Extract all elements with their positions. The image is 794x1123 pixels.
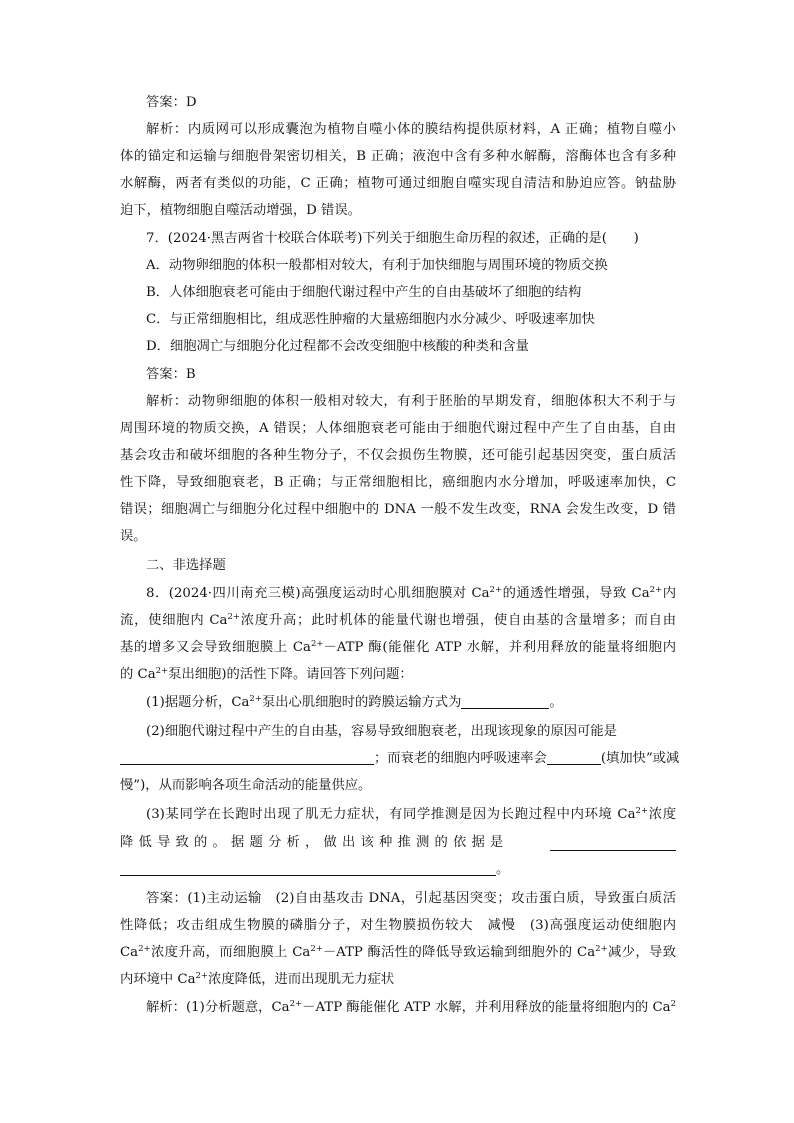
answer-blank-3[interactable] xyxy=(547,750,601,765)
analysis-7-line-2: 周围环境的物质交换，A 错误；人体细胞衰老可能由于细胞代谢过程中产生了自由基，自由 xyxy=(120,421,676,436)
question-7-option-d: D．细胞凋亡与细胞分化过程都不会改变细胞中核酸的种类和含量 xyxy=(146,339,529,354)
question-7-option-a: A．动物卵细胞的体积一般都相对较大，有利于加快细胞与周围环境的物质交换 xyxy=(146,258,608,273)
question-8-line-1: 8．(2024·四川南充三模)高强度运动时心肌细胞膜对 $Ca^{2+}$的通透性增强，导致 $Ca^{2+}$内 xyxy=(146,585,677,601)
analysis-6-line-3: 水解酶，两者有类似的功能，C 正确；植物可通过细胞自噬实现自清洁和胁迫应答。钠盐胁 xyxy=(120,176,676,191)
answer-8-line-4: 内环境中 $Ca^{2+}$浓度降低，进而出现肌无力症状 xyxy=(120,971,395,987)
analysis-7-line-5: 错误；细胞凋亡与细胞分化过程中细胞中的 DNA 一般不发生改变，RNA 会发生改变，D 错 xyxy=(120,502,676,517)
question-8-part-2-line-1: (2)细胞代谢过程中产生的自由基，容易导致细胞衰老，出现该现象的原因可能是 xyxy=(146,724,617,739)
question-8-part-3-line-1: (3)某同学在长跑时出现了肌无力症状，有同学推测是因为长跑过程中内环境 $Ca^{2+}$浓度 xyxy=(146,806,677,822)
question-8-part-3-line-3: 。 xyxy=(120,859,676,881)
answer-6: 答案：D xyxy=(146,95,197,110)
analysis-6-line-1: 解析：内质网可以形成囊泡为植物自噬小体的膜结构提供原材料，A 正确；植物自噬小 xyxy=(146,122,676,137)
answer-blank-2[interactable] xyxy=(120,750,374,765)
answer-7: 答案：B xyxy=(146,367,196,382)
question-8-line-3: 基的增多又会导致细胞膜上 $Ca^{2+}-ATP$ 酶(能催化 ATP 水解，并利用释放的能量将细胞内 xyxy=(120,639,677,655)
answer-8-line-2: 性降低；攻击组成生物膜的磷脂分子，对生物膜损伤较大 减慢 (3)高强度运动使细胞内 xyxy=(120,918,676,933)
question-7-stem: 7．(2024·黑吉两省十校联合体联考)下列关于细胞生命历程的叙述，正确的是( ) xyxy=(146,231,639,246)
analysis-7-line-3: 基会攻击和破坏细胞的各种生物分子，不仅会损伤生物膜，还可能引起基因突变，蛋白质活 xyxy=(120,448,676,463)
question-8-line-4: 的 $Ca^{2+}$泵出细胞)的活性下降。请回答下列问题： xyxy=(120,666,413,682)
analysis-7-line-4: 性下降，导致细胞衰老，B 正确；与正常细胞相比，癌细胞内水分增加，呼吸速率加快，C xyxy=(120,475,676,490)
answer-8-line-3: $Ca^{2+}$浓度升高，而细胞膜上 $Ca^{2+}-ATP$ 酶活性的降低导致运输到细胞外的 $Ca^{2+}$减少，导致 xyxy=(120,944,677,960)
question-7-option-c: C．与正常细胞相比，组成恶性肿瘤的大量癌细胞内水分减少、呼吸速率加快 xyxy=(146,312,595,327)
answer-blank-1[interactable] xyxy=(461,694,549,709)
answer-8-line-1: 答案：(1)主动运输 (2)自由基攻击 DNA，引起基因突变；攻击蛋白质，导致蛋白质活 xyxy=(146,891,676,906)
question-8-part-2-line-3: 慢”)，从而影响各项生命活动的能量供应。 xyxy=(120,778,372,793)
analysis-7-line-6: 误。 xyxy=(120,529,147,544)
question-8-line-2: 流，使细胞内 $Ca^{2+}$浓度升高；此时机体的能量代谢也增强，使自由基的含量增多；而自由 xyxy=(120,612,677,628)
question-8-part-1: (1)据题分析，$Ca^{2+}$泵出心肌细胞时的跨膜运输方式为 。 xyxy=(146,694,563,710)
analysis-7-line-1: 解析：动物卵细胞的体积一般相对较大，有利于胚胎的早期发育，细胞体积大不利于与 xyxy=(146,394,676,409)
section-heading: 二、非选择题 xyxy=(146,558,226,573)
analysis-8-line-1: 解析：(1)分析题意，$Ca^{2+}-ATP$ 酶能催化 ATP 水解，并利用释放的能量将细胞内的 Ca$^2$ xyxy=(146,999,677,1015)
analysis-6-line-4: 迫下，植物细胞自噬活动增强，D 错误。 xyxy=(120,203,361,218)
analysis-6-line-2: 体的锚定和运输与细胞骨架密切相关，B 正确；液泡中含有多种水解酶，溶酶体也含有多种 xyxy=(120,149,676,164)
answer-blank-4[interactable] xyxy=(550,836,676,851)
question-8-part-2-line-2: ；而衰老的细胞内呼吸速率会 (填加快”或减 xyxy=(120,748,676,770)
question-8-part-3-line-2: 降低导致的。据题分析，做出该种推测的依据是 xyxy=(120,832,676,854)
question-7-option-b: B．人体细胞衰老可能由于细胞代谢过程中产生的自由基破坏了细胞的结构 xyxy=(146,285,582,300)
answer-blank-5[interactable] xyxy=(120,861,496,876)
